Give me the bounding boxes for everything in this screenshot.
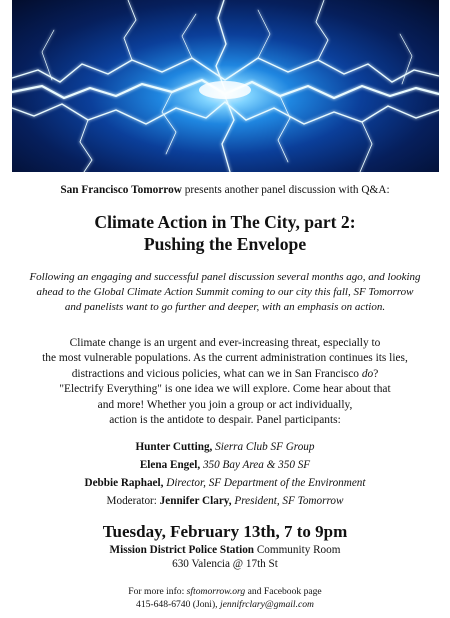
organizer-name: San Francisco Tomorrow (60, 184, 182, 196)
event-date: Tuesday, February 13th, 7 to 9pm (102, 522, 348, 541)
body-paragraph (10, 336, 440, 428)
lead-paragraph (22, 270, 428, 315)
event-venue (0, 543, 450, 571)
lead-line: and panelists want to go further and deeper, with an emphasis on action. (64, 301, 386, 313)
body-line (10, 367, 440, 382)
title-line-2: Pushing the Envelope (143, 234, 307, 254)
venue-line (0, 543, 450, 557)
venue-address: 630 Valencia @ 17th St (172, 558, 278, 570)
body-line: Climate change is an urgent and ever-increasing threat, especially to (69, 337, 381, 349)
panelist-name: Debbie Raphael, (84, 477, 164, 489)
panelist-list (0, 438, 450, 510)
lead-line: ahead to the Global Climate Action Summit coming to our city this fall, SF Tomorrow (36, 286, 414, 298)
body-line: action is the antidote to despair. Panel participants: (109, 414, 341, 427)
panelist-item (0, 456, 450, 474)
event-title (0, 211, 450, 255)
lightning-banner (12, 0, 439, 172)
panelist-role: Sierra Club SF Group (212, 441, 315, 453)
intro-text: presents another panel discussion with Q&A: (181, 184, 390, 196)
body-text: ? (373, 367, 379, 380)
body-emphasis: do (361, 367, 374, 380)
venue-room: Community Room (254, 544, 341, 556)
panelist-role: Director, SF Department of the Environment (163, 477, 366, 489)
info-line (0, 598, 450, 611)
lead-line: Following an engaging and successful panel discussion several months ago, and looking (29, 271, 421, 283)
info-line (0, 585, 450, 598)
body-line: and more! Whether you join a group or act individually, (97, 398, 353, 411)
info-text: and Facebook page (245, 586, 322, 597)
contact-info (0, 585, 450, 611)
body-line: the most vulnerable populations. As the current administration continues its lies, (42, 352, 408, 365)
body-text: distractions and vicious policies, what can we in San Francisco (71, 367, 362, 380)
title-line-1: Climate Action in The City, part 2: (94, 212, 356, 232)
venue-name: Mission District Police Station (109, 544, 255, 556)
moderator-item (0, 492, 450, 510)
panelist-item (0, 474, 450, 492)
moderator-label: Moderator: (106, 495, 160, 507)
info-text: For more info: (128, 586, 187, 597)
intro-line (0, 183, 450, 197)
moderator-name: Jennifer Clary, (159, 495, 232, 507)
body-line: "Electrify Everything" is one idea we will explore. Come hear about that (59, 383, 391, 396)
email-link[interactable]: jennifrclary@gmail.com (219, 599, 314, 610)
lightning-electric-discharge-icon (12, 0, 439, 172)
website-link[interactable]: sftomorrow.org (186, 586, 246, 597)
phone-contact: 415-648-6740 (Joni), (136, 599, 220, 610)
panelist-item (0, 438, 450, 456)
panelist-name: Elena Engel, (139, 459, 201, 471)
panelist-name: Hunter Cutting, (135, 441, 213, 453)
moderator-role: President, SF Tomorrow (231, 495, 344, 507)
panelist-role: 350 Bay Area & 350 SF (200, 459, 311, 471)
